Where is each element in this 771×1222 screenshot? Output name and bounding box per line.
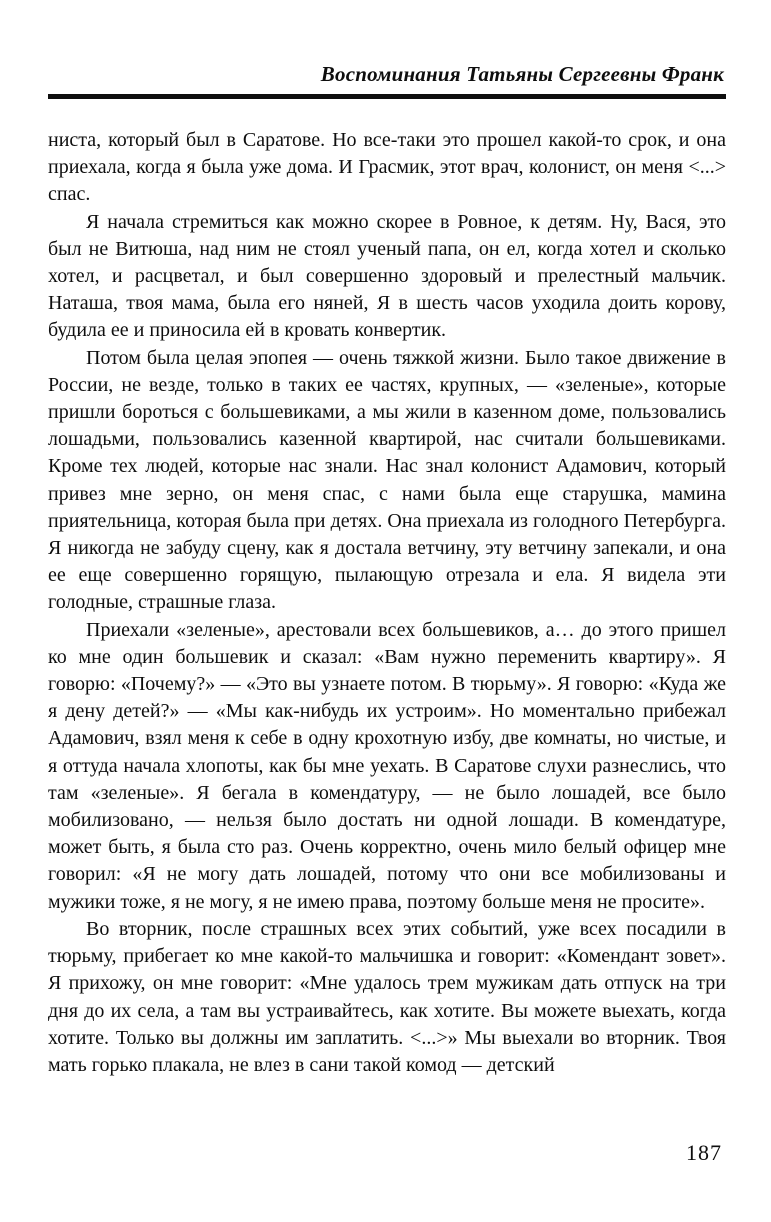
text-column (48, 62, 726, 1079)
page-number: 187 (686, 1140, 722, 1165)
paragraph-continuation: ниста, который был в Саратове. Но все-таки это прошел какой-то срок, и она приехала, когда я была уже дома. И Грасмик, этот врач, колонист, он меня <...> спас. (48, 129, 726, 206)
paragraph: Приехали «зеленые», арестовали всех большевиков, а… до этого пришел ко мне один большевик и сказал: «Вам нужно переменить квартиру». Я говорю: «Почему?» — «Это вы узнаете потом. В тюрьму». Я говорю: «Куда же я дену детей?» — «Мы как-нибудь их устроим». Но моментально прибежал Адамович, взял меня к себе в одну крохотную избу, две комнаты, но чистые, и я оттуда начала хлопоты, как бы мне уехать. В Саратове слухи разнеслись, что там «зеленые». Я бегала в комендатуру, — не было лошадей, все было мобилизовано, — нельзя было достать ни одной лошади. В комендатуре, может быть, я была сто раз. Очень корректно, очень мило белый офицер мне говорил: «Я не могу дать лошадей, потому что они все мобилизованы и мужики тоже, я не могу, я не имею права, поэтому больше меня не просите». (48, 618, 726, 913)
paragraph: Я начала стремиться как можно скорее в Ровное, к детям. Ну, Вася, это был не Витюша, над ним не стоял ученый папа, он ел, когда хотел и сколько хотел, и расцветал, и был совершенно здоровый и прелестный мальчик. Наташа, твоя мама, была его няней, Я в шесть часов уходила доить корову, будила ее и приносила ей в кровать конвертик. (48, 210, 726, 342)
header-divider-rule (48, 94, 726, 99)
paragraph: Потом была целая эпопея — очень тяжкой жизни. Было такое движение в России, не везде, только в таких ее частях, крупных, — «зеленые», которые пришли бороться с большевиками, а мы жили в казенном доме, пользовались лошадьми, пользовались казенной квартирой, нас считали большевиками. Кроме тех людей, которые нас знали. Нас знал колонист Адамович, который привез мне зерно, он меня спас, с нами была еще старушка, мамина приятельница, которая была при детях. Она приехала из голодного Петербурга. Я никогда не забуду сцену, как я достала ветчину, эту ветчину запекали, и она ее еще совершенно горящую, пылающую отрезала и ела. Я видела эти голодные, страшные глаза. (48, 346, 726, 614)
paragraph: Во вторник, после страшных всех этих событий, уже всех посадили в тюрьму, прибегает ко мне какой-то мальчишка и говорит: «Комендант зовет». Я прихожу, он мне говорит: «Мне удалось трем мужикам дать отпуск на три дня до их села, а там вы устраивайтесь, как хотите. Вы можете выехать, когда хотите. Только вы должны им заплатить. <...>» Мы выехали во вторник. Твоя мать горько плакала, не влез в сани такой комод — детский (48, 917, 726, 1076)
running-header: Воспоминания Татьяны Сергеевны Франк (320, 62, 724, 86)
body-text (48, 127, 726, 1079)
